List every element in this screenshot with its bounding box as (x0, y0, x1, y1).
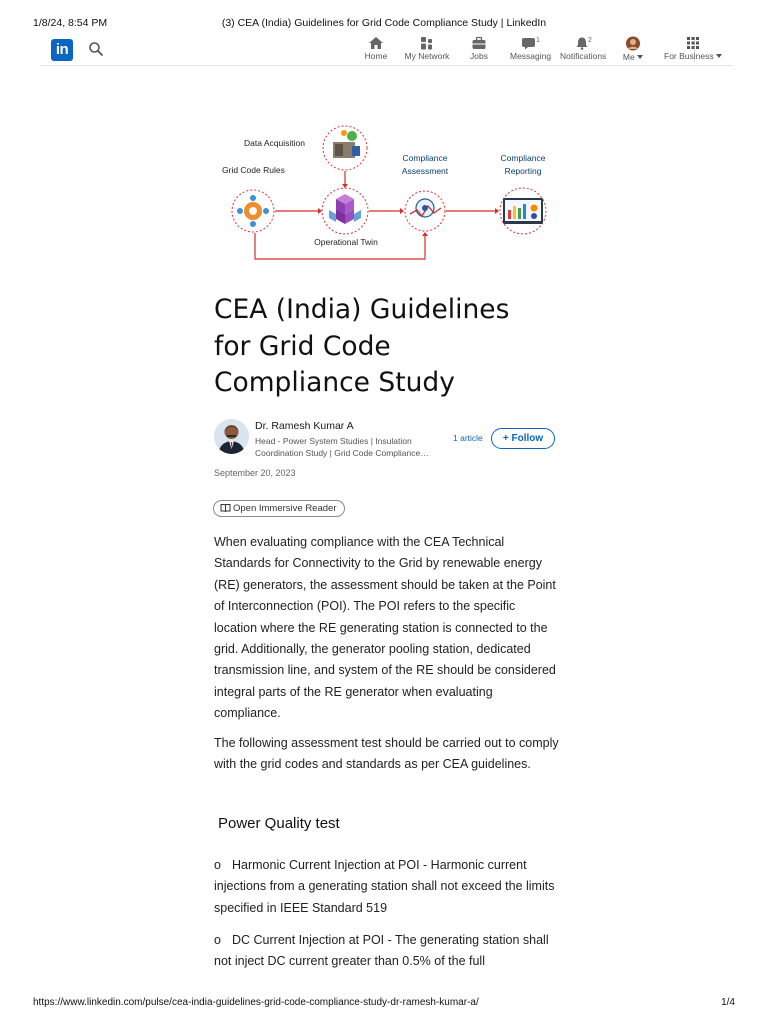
nav-notifications[interactable] (560, 36, 606, 66)
nav-for-business[interactable] (664, 36, 722, 66)
briefcase-icon (471, 36, 487, 50)
author-article-count[interactable]: 1 article (453, 433, 483, 443)
linkedin-logo[interactable]: in (51, 39, 73, 61)
nav-my-network[interactable] (402, 36, 452, 66)
nav-home-label: Home (364, 51, 388, 61)
author-avatar[interactable] (214, 419, 249, 454)
label-operational-twin: Operational Twin (314, 237, 378, 247)
nav-my-network-label: My Network (404, 51, 450, 61)
bullet-marker: o (214, 933, 221, 947)
chevron-down-icon (637, 55, 643, 59)
author-name[interactable]: Dr. Ramesh Kumar A (255, 420, 354, 432)
nav-for-business-label: For Business (664, 51, 714, 61)
messaging-badge: 1 (536, 37, 540, 44)
section-heading: Power Quality test (218, 815, 340, 832)
article-paragraph: The following assessment test should be carried out to comply with the grid codes and standards as per CEA guidelines. (214, 736, 559, 772)
follow-button[interactable]: + Follow (491, 428, 555, 449)
network-icon (419, 36, 435, 50)
grid-icon (686, 36, 700, 50)
author-headline: Head - Power System Studies | Insulation Coordination Study | Grid Code Compliance… (255, 436, 429, 458)
compliance-reporting-node (500, 188, 546, 234)
nav-jobs-label: Jobs (470, 51, 488, 61)
list-item (214, 855, 559, 919)
label-grid-code-rules: Grid Code Rules (222, 165, 285, 175)
label-compliance-reporting-2: Reporting (504, 166, 542, 176)
hero-diagram (214, 118, 554, 268)
top-navbar (40, 33, 733, 66)
list-item-text: DC Current Injection at POI - The generating station shall not inject DC current greater than 0.5% of the full (214, 933, 549, 969)
article-paragraph: When evaluating compliance with the CEA Technical Standards for Connectivity to the Grid by renewable energy (RE) generators, the assessment should be taken at the Point of Interconnection (POI). The POI refers to the specific location where the RE generating station is connected to the grid. Additionally, the generator pooling station, dedicated transmission line, and system of the RE should be considered integral parts of the RE generator when evaluating compliance. (214, 535, 556, 721)
nav-messaging-label: Messaging (510, 51, 552, 61)
messaging-icon (520, 36, 540, 50)
print-page-number: 1/4 (721, 997, 735, 1008)
operational-twin-node (322, 188, 368, 234)
list-item-text: Harmonic Current Injection at POI - Harmonic current injections from a generating station shall not exceed the limits specified in IEEE Standard 519 (214, 858, 555, 915)
avatar-icon (625, 36, 641, 51)
bullet-marker: o (214, 858, 221, 872)
nav-jobs[interactable] (464, 36, 494, 66)
search-icon[interactable] (88, 41, 104, 57)
print-url: https://www.linkedin.com/pulse/cea-india-guidelines-grid-code-compliance-study-dr-ramesh-kumar-a/ (33, 997, 479, 1008)
notifications-badge: 2 (588, 37, 592, 44)
grid-code-rules-node (232, 190, 274, 232)
label-data-acquisition: Data Acquisition (244, 138, 305, 148)
bell-icon (573, 36, 593, 50)
book-icon (220, 503, 231, 518)
data-acquisition-node (323, 126, 367, 170)
article-title: CEA (India) Guidelines for Grid Code Compliance Study (214, 294, 510, 398)
nav-me-label: Me (622, 52, 635, 62)
label-compliance-assessment-2: Assessment (401, 166, 449, 176)
nav-messaging[interactable] (510, 36, 550, 66)
publish-date: September 20, 2023 (214, 468, 296, 478)
immersive-reader-button[interactable] (213, 500, 345, 517)
print-timestamp: 1/8/24, 8:54 PM (33, 17, 108, 29)
nav-notifications-label: Notifications (560, 51, 607, 61)
compliance-assessment-node (405, 191, 445, 231)
label-compliance-assessment-1: Compliance (402, 153, 448, 163)
author-block (214, 418, 559, 460)
nav-home[interactable] (361, 36, 391, 66)
label-compliance-reporting-1: Compliance (500, 153, 546, 163)
nav-me[interactable] (620, 36, 646, 66)
home-icon (368, 36, 384, 50)
list-item (214, 930, 559, 973)
print-page-title: (3) CEA (India) Guidelines for Grid Code Compliance Study | LinkedIn (221, 17, 547, 29)
immersive-reader-label: Open Immersive Reader (233, 503, 337, 514)
chevron-down-icon (716, 54, 722, 58)
